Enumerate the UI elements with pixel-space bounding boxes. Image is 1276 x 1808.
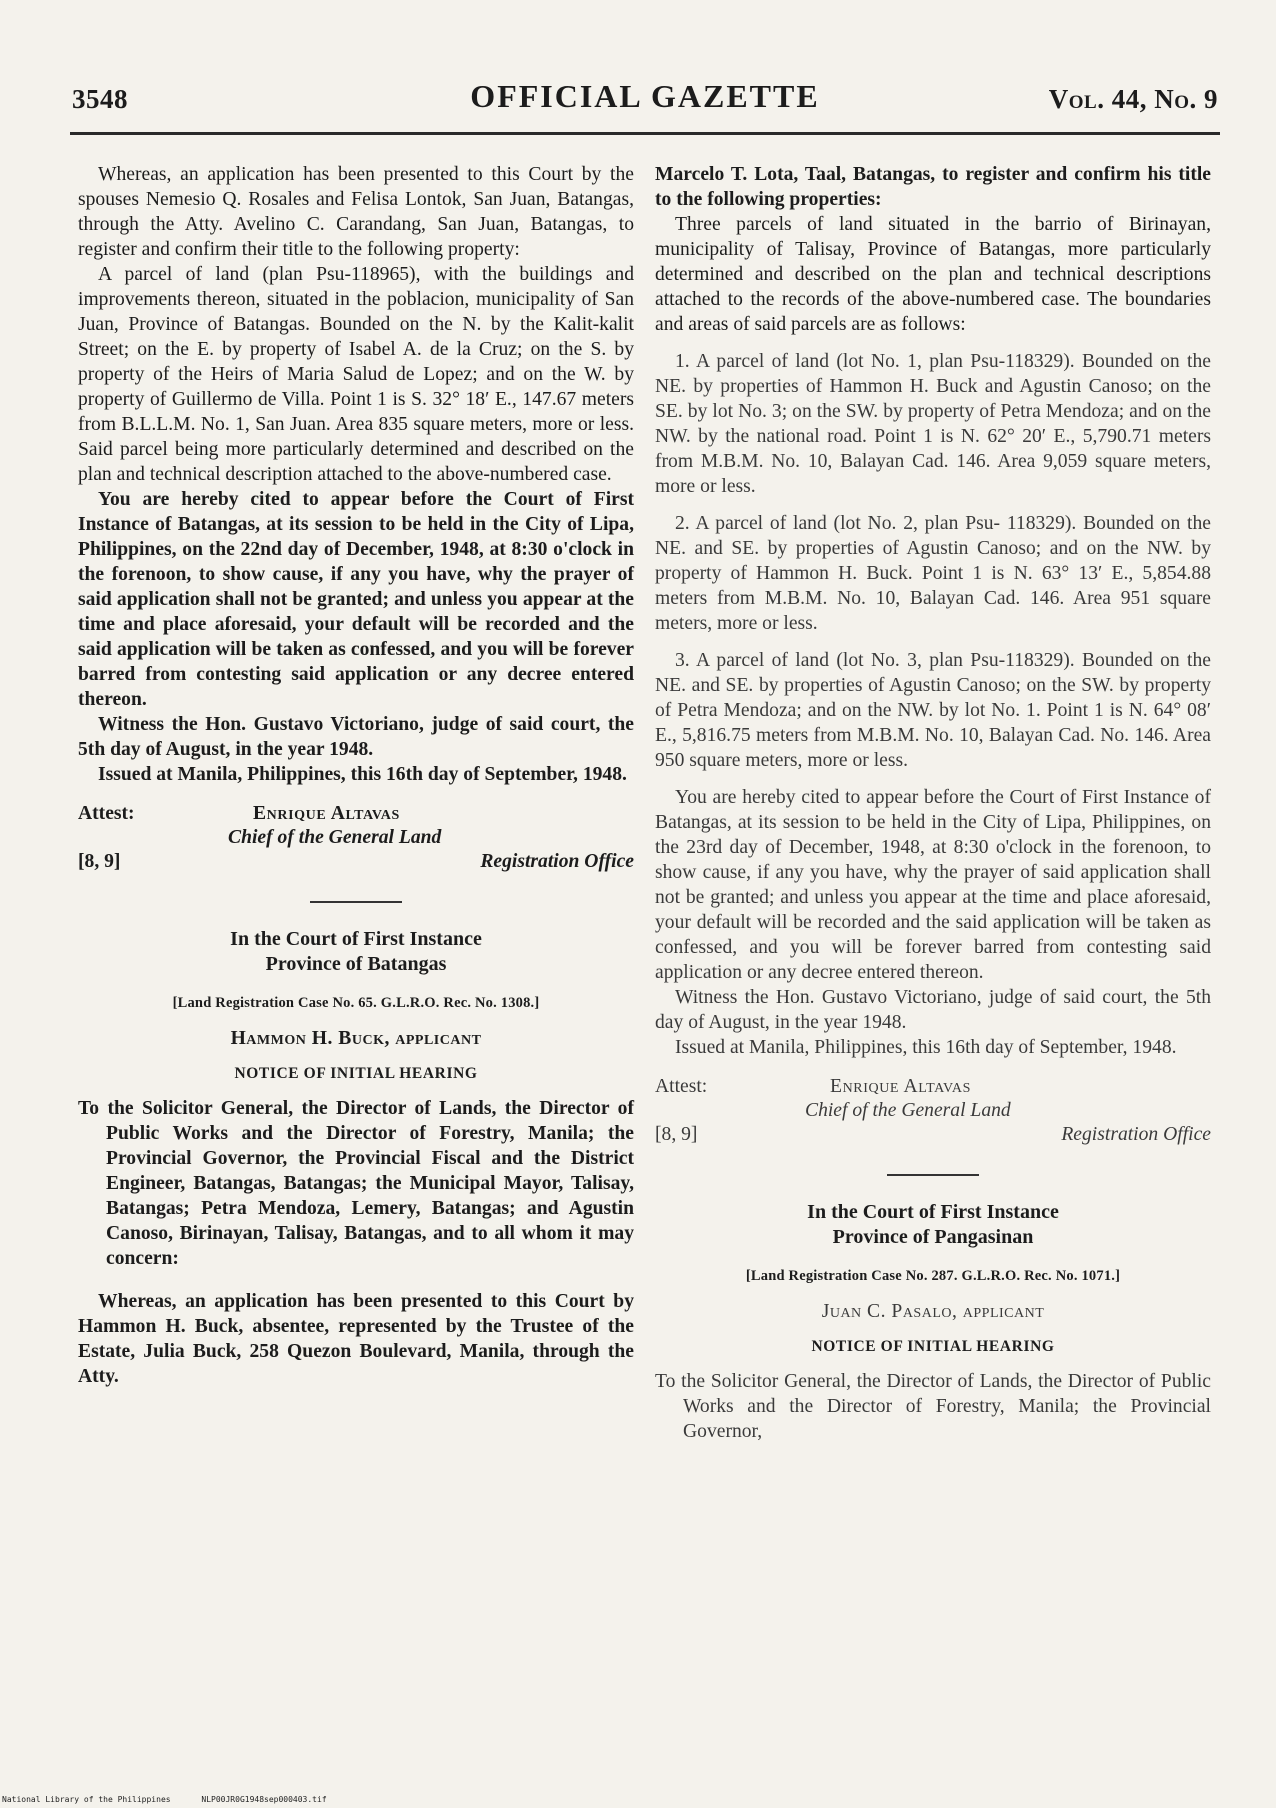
section-divider [310,901,402,903]
case-reference: [Land Registration Case No. 65. G.L.R.O. Rec. No. 1308.] [172,995,540,1011]
court-name: In the Court of First Instance [230,928,482,950]
attest-label: Attest: [78,803,135,824]
attest-title: Chief of the General Land [228,827,442,848]
paragraph: Witness the Hon. Gustavo Victoriano, judge of said court, the 5th day of August, in the year 1948. [78,714,634,760]
court-name: In the Court of First Instance [807,1201,1059,1223]
attestation-block [78,801,634,879]
attest-office: Registration Office [480,851,634,872]
paragraph: You are hereby cited to appear before the Court of First Instance of Batangas, at its session to be held in the City of Lipa, Philippines, on the 22nd day of December, 1948, at 8:30 o'clock in the forenoon, to show cause, if any you have, why the prayer of said application shall not be granted; and unless you appear at the time and place aforesaid, your default will be recorded and the said application will be taken as confessed, and you will be forever barred from contesting said application or any decree entered thereon. [78,489,634,710]
paragraph: Whereas, an application has been presented to this Court by Hammon H. Buck, absentee, represented by the Trustee of the Estate, Julia Buck, 258 Quezon Boulevard, Manila, through the Atty. [78,1291,634,1387]
attest-label: Attest: [655,1076,708,1097]
notice-heading: NOTICE OF INITIAL HEARING [234,1065,478,1082]
attest-office: Registration Office [1061,1124,1211,1145]
issue-number: [8, 9] [655,1124,698,1145]
header-rule [70,132,1220,135]
applicant-line: Hammon H. Buck, applicant [230,1028,482,1049]
addressee-block: To the Solicitor General, the Director of Lands, the Director of Public Works and the Director of Forestry, Manila; the Provincial Governor, [655,1371,1211,1442]
scan-filename: NLP00JR0G1948sep000403.tif [201,1795,327,1804]
attest-title: Chief of the General Land [805,1100,1011,1121]
page-number: 3548 [72,84,128,114]
paragraph: Witness the Hon. Gustavo Victoriano, judge of said court, the 5th day of August, in the year 1948. [655,987,1211,1033]
paragraph: You are hereby cited to appear before the Court of First Instance of Batangas, at its session to be held in the City of Lipa, Philippines, on the 23rd day of December, 1948, at 8:30 o'clock in the forenoon, to show cause, if any you have, why the prayer of said application shall not be granted; and unless you appear at the time and place aforesaid, your default will be recorded and the said application will be taken as confessed, and you will be forever barred from contesting said application or any decree entered thereon. [655,787,1211,983]
court-heading [655,1200,1211,1250]
volume-issue: Vol. 44, No. 9 [1048,84,1218,114]
paragraph: Whereas, an application has been presented to this Court by the spouses Nemesio Q. Rosales and Felisa Lontok, San Juan, Batangas, through the Atty. Avelino C. Carandang, San Juan, Batangas, to register and confirm their title to the following property: [78,164,634,260]
attest-name: Enrique Altavas [830,1076,972,1097]
paragraph: 3. A parcel of land (lot No. 3, plan Psu-118329). Bounded on the NE. and SE. by properties of Agustin Canoso; on the SW. by property of Petra Mendoza; and on the NW. by lot No. 1. Point 1 is N. 64° 08′ E., 5,816.75 meters from M.B.M. No. 10, Balayan Cad. No. 146. Area 950 square meters, more or less. [655,650,1211,771]
attestation-block [655,1074,1211,1152]
attest-name: Enrique Altavas [253,803,400,824]
right-column [655,162,1211,1444]
page-header [72,78,1218,122]
publication-title: OFFICIAL GAZETTE [470,78,820,114]
notice-heading: NOTICE OF INITIAL HEARING [811,1338,1055,1355]
paragraph: Issued at Manila, Philippines, this 16th day of September, 1948. [98,764,627,785]
court-province: Province of Batangas [265,953,447,975]
section-divider [887,1174,979,1176]
addressee-block: To the Solicitor General, the Director of Lands, the Director of Public Works and the Director of Forestry, Manila; the Provincial Governor, the Provincial Fiscal and the District Engineer, Batangas, Batangas; the Municipal Mayor, Talisay, Batangas; Petra Mendoza, Lemery, Batangas; and Agustin Canoso, Birinayan, Talisay, Batangas, and to all whom it may concern: [78,1098,634,1269]
scan-footer [2,1795,353,1804]
paragraph: A parcel of land (plan Psu-118965), with the buildings and improvements thereon, situated in the poblacion, municipality of San Juan, Province of Batangas. Bounded on the N. by the Kalit-kalit Street; on the E. by property of Isabel A. de la Cruz; on the S. by property of the Heirs of Maria Salud de Lopez; and on the W. by property of Guillermo de Villa. Point 1 is S. 32° 18′ E., 147.67 meters from B.L.L.M. No. 1, San Juan. Area 835 square meters, more or less. Said parcel being more particularly determined and described on the plan and technical description attached to the above-numbered case. [78,264,634,485]
paragraph: 1. A parcel of land (lot No. 1, plan Psu-118329). Bounded on the NE. by properties of Hammon H. Buck and Agustin Canoso; on the SE. by lot No. 3; on the SW. by property of Petra Mendoza; and on the NW. by the national road. Point 1 is N. 62° 20′ E., 5,790.71 meters from M.B.M. No. 10, Balayan Cad. 146. Area 9,059 square meters, more or less. [655,351,1211,497]
court-province: Province of Pangasinan [832,1226,1034,1248]
applicant-line: Juan C. Pasalo, applicant [821,1301,1045,1322]
left-column [78,162,634,1389]
court-heading [78,927,634,977]
issue-number: [8, 9] [78,851,121,872]
case-reference: [Land Registration Case No. 287. G.L.R.O. Rec. No. 1071.] [745,1268,1121,1284]
paragraph: Marcelo T. Lota, Taal, Batangas, to register and confirm his title to the following properties: [655,164,1211,210]
paragraph: Three parcels of land situated in the barrio of Birinayan, municipality of Talisay, Province of Batangas, more particularly determined and described on the plan and technical descriptions attached to the records of the above-numbered case. The boundaries and areas of said parcels are as follows: [655,214,1211,335]
library-credit: National Library of the Philippines [2,1795,171,1804]
paragraph: 2. A parcel of land (lot No. 2, plan Psu- 118329). Bounded on the NE. and SE. by properties of Agustin Canoso; and on the NW. by property of Hammon H. Buck. Point 1 is N. 63° 13′ E., 5,854.88 meters from M.B.M. No. 10, Balayan Cad. 146. Area 951 square meters, more or less. [655,513,1211,634]
paragraph: Issued at Manila, Philippines, this 16th day of September, 1948. [675,1037,1177,1058]
